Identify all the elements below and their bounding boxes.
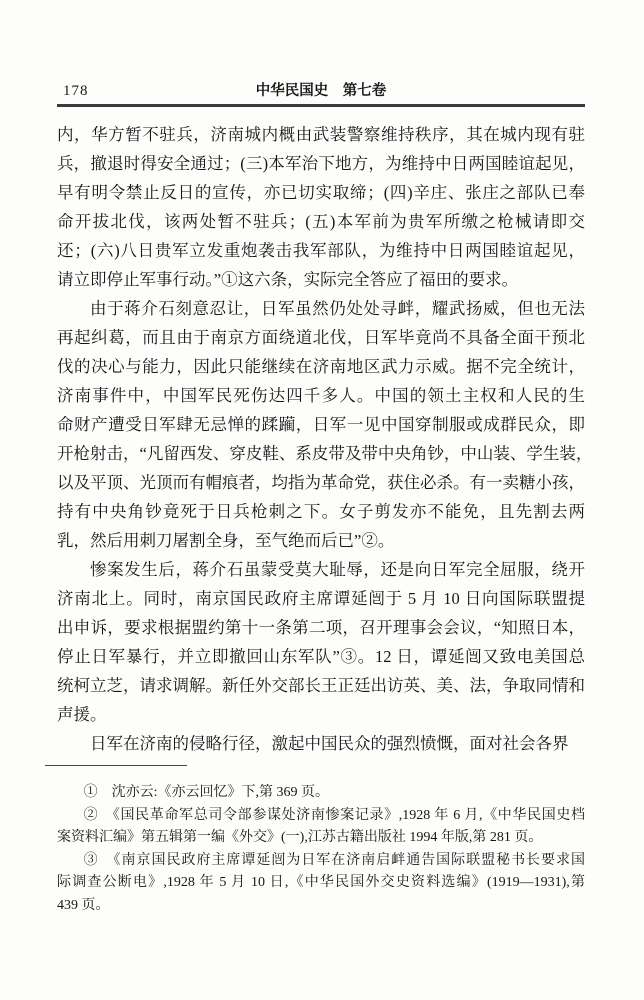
body-line: 持有中央角钞竟死于日兵枪刺之下。女子剪发亦不能免，且先割去两 bbox=[57, 501, 585, 521]
body-line: 统柯立芝，请求调解。新任外交部长王正廷出访英、美、法，争取同情和 bbox=[57, 675, 585, 695]
body-line: 兵，撤退时得安全通过；(三)本军治下地方，为维持中日两国睦谊起见， bbox=[57, 153, 585, 173]
footnote-line: 际调查公断电》,1928 年 5 月 10 日,《中华民国外交史资料选编》(1919—1931),第 bbox=[57, 875, 585, 890]
header-rule bbox=[57, 104, 585, 107]
footnotes bbox=[57, 782, 585, 917]
footnote-separator-rule bbox=[45, 765, 187, 767]
paragraph-start-line: 惨案发生后，蒋介石虽蒙受莫大耻辱，还是向日军完全屈服，绕开 bbox=[90, 559, 585, 579]
body-line: 出申诉，要求根据盟约第十一条第二项，召开理事会会议，“知照日本， bbox=[57, 617, 585, 637]
footnote-line: ② 《国民革命军总司令部参谋处济南惨案记录》,1928 年 6 月,《中华民国史档 bbox=[83, 807, 585, 823]
body-line: 再起纠葛，而且由于南京方面绕道北伐，日军毕竟尚不具备全面干预北 bbox=[57, 327, 585, 347]
footnote-line: ③ 《南京国民政府主席谭延闿为日军在济南启衅通告国际联盟秘书长要求国 bbox=[83, 852, 585, 868]
body-line: 早有明令禁止反日的宣传，亦已切实取缔；(四)辛庄、张庄之部队已奉 bbox=[57, 182, 585, 202]
body-text bbox=[57, 120, 593, 758]
body-line: 命财产遭受日军肆无忌惮的蹂躏，日军一见中国穿制服或成群民众，即 bbox=[57, 414, 585, 434]
body-line: 请立即停止军事行动。”①这六条，实际完全答应了福田的要求。 bbox=[57, 269, 519, 289]
book-title: 中华民国史 第七卷 bbox=[255, 83, 387, 99]
footnote-line: 439 页。 bbox=[57, 897, 110, 913]
body-line: 济南事件中，中国军民死伤达四千多人。中国的领土主权和人民的生 bbox=[57, 385, 585, 405]
body-line: 停止日军暴行，并立即撤回山东军队”③。12 日，谭延闿又致电美国总 bbox=[57, 646, 585, 666]
body-line: 以及平顶、光顶而有帽痕者，均指为革命党，获住必杀。有一卖糖小孩， bbox=[57, 472, 585, 492]
paragraph-start-line: 日军在济南的侵略行径，激起中国民众的强烈愤慨，面对社会各界 bbox=[90, 733, 569, 753]
body-line: 命开拔北伐，该两处暂不驻兵；(五)本军前为贵军所缴之枪械请即交 bbox=[57, 211, 585, 231]
body-line: 开枪射击，“凡留西发、穿皮鞋、系皮带及带中央角钞，中山装、学生装， bbox=[57, 443, 593, 463]
body-line: 伐的决心与能力，因此只能继续在济南地区武力示威。据不完全统计， bbox=[57, 356, 585, 376]
page-number: 178 bbox=[63, 83, 89, 99]
body-line: 声援。 bbox=[57, 704, 107, 724]
running-head bbox=[57, 82, 585, 100]
footnote-line: ① 沈亦云:《亦云回忆》下,第 369 页。 bbox=[83, 785, 329, 800]
body-line: 内，华方暂不驻兵，济南城内概由武装警察维持秩序，其在城内现有驻 bbox=[57, 124, 585, 144]
body-line: 乳，然后用刺刀屠割全身，至气绝而后已”②。 bbox=[57, 530, 395, 550]
body-line: 济南北上。同时，南京国民政府主席谭延闿于 5 月 10 日向国际联盟提 bbox=[57, 588, 585, 608]
body-line: 还；(六)八日贵军立发重炮袭击我军部队，为维持中日两国睦谊起见， bbox=[57, 240, 585, 260]
paragraph-start-line: 由于蒋介石刻意忍让，日军虽然仍处处寻衅，耀武扬威，但也无法 bbox=[90, 298, 585, 318]
footnote-line: 案资料汇编》第五辑第一编《外交》(一),江苏古籍出版社 1994 年版,第 281 页。 bbox=[57, 830, 543, 845]
